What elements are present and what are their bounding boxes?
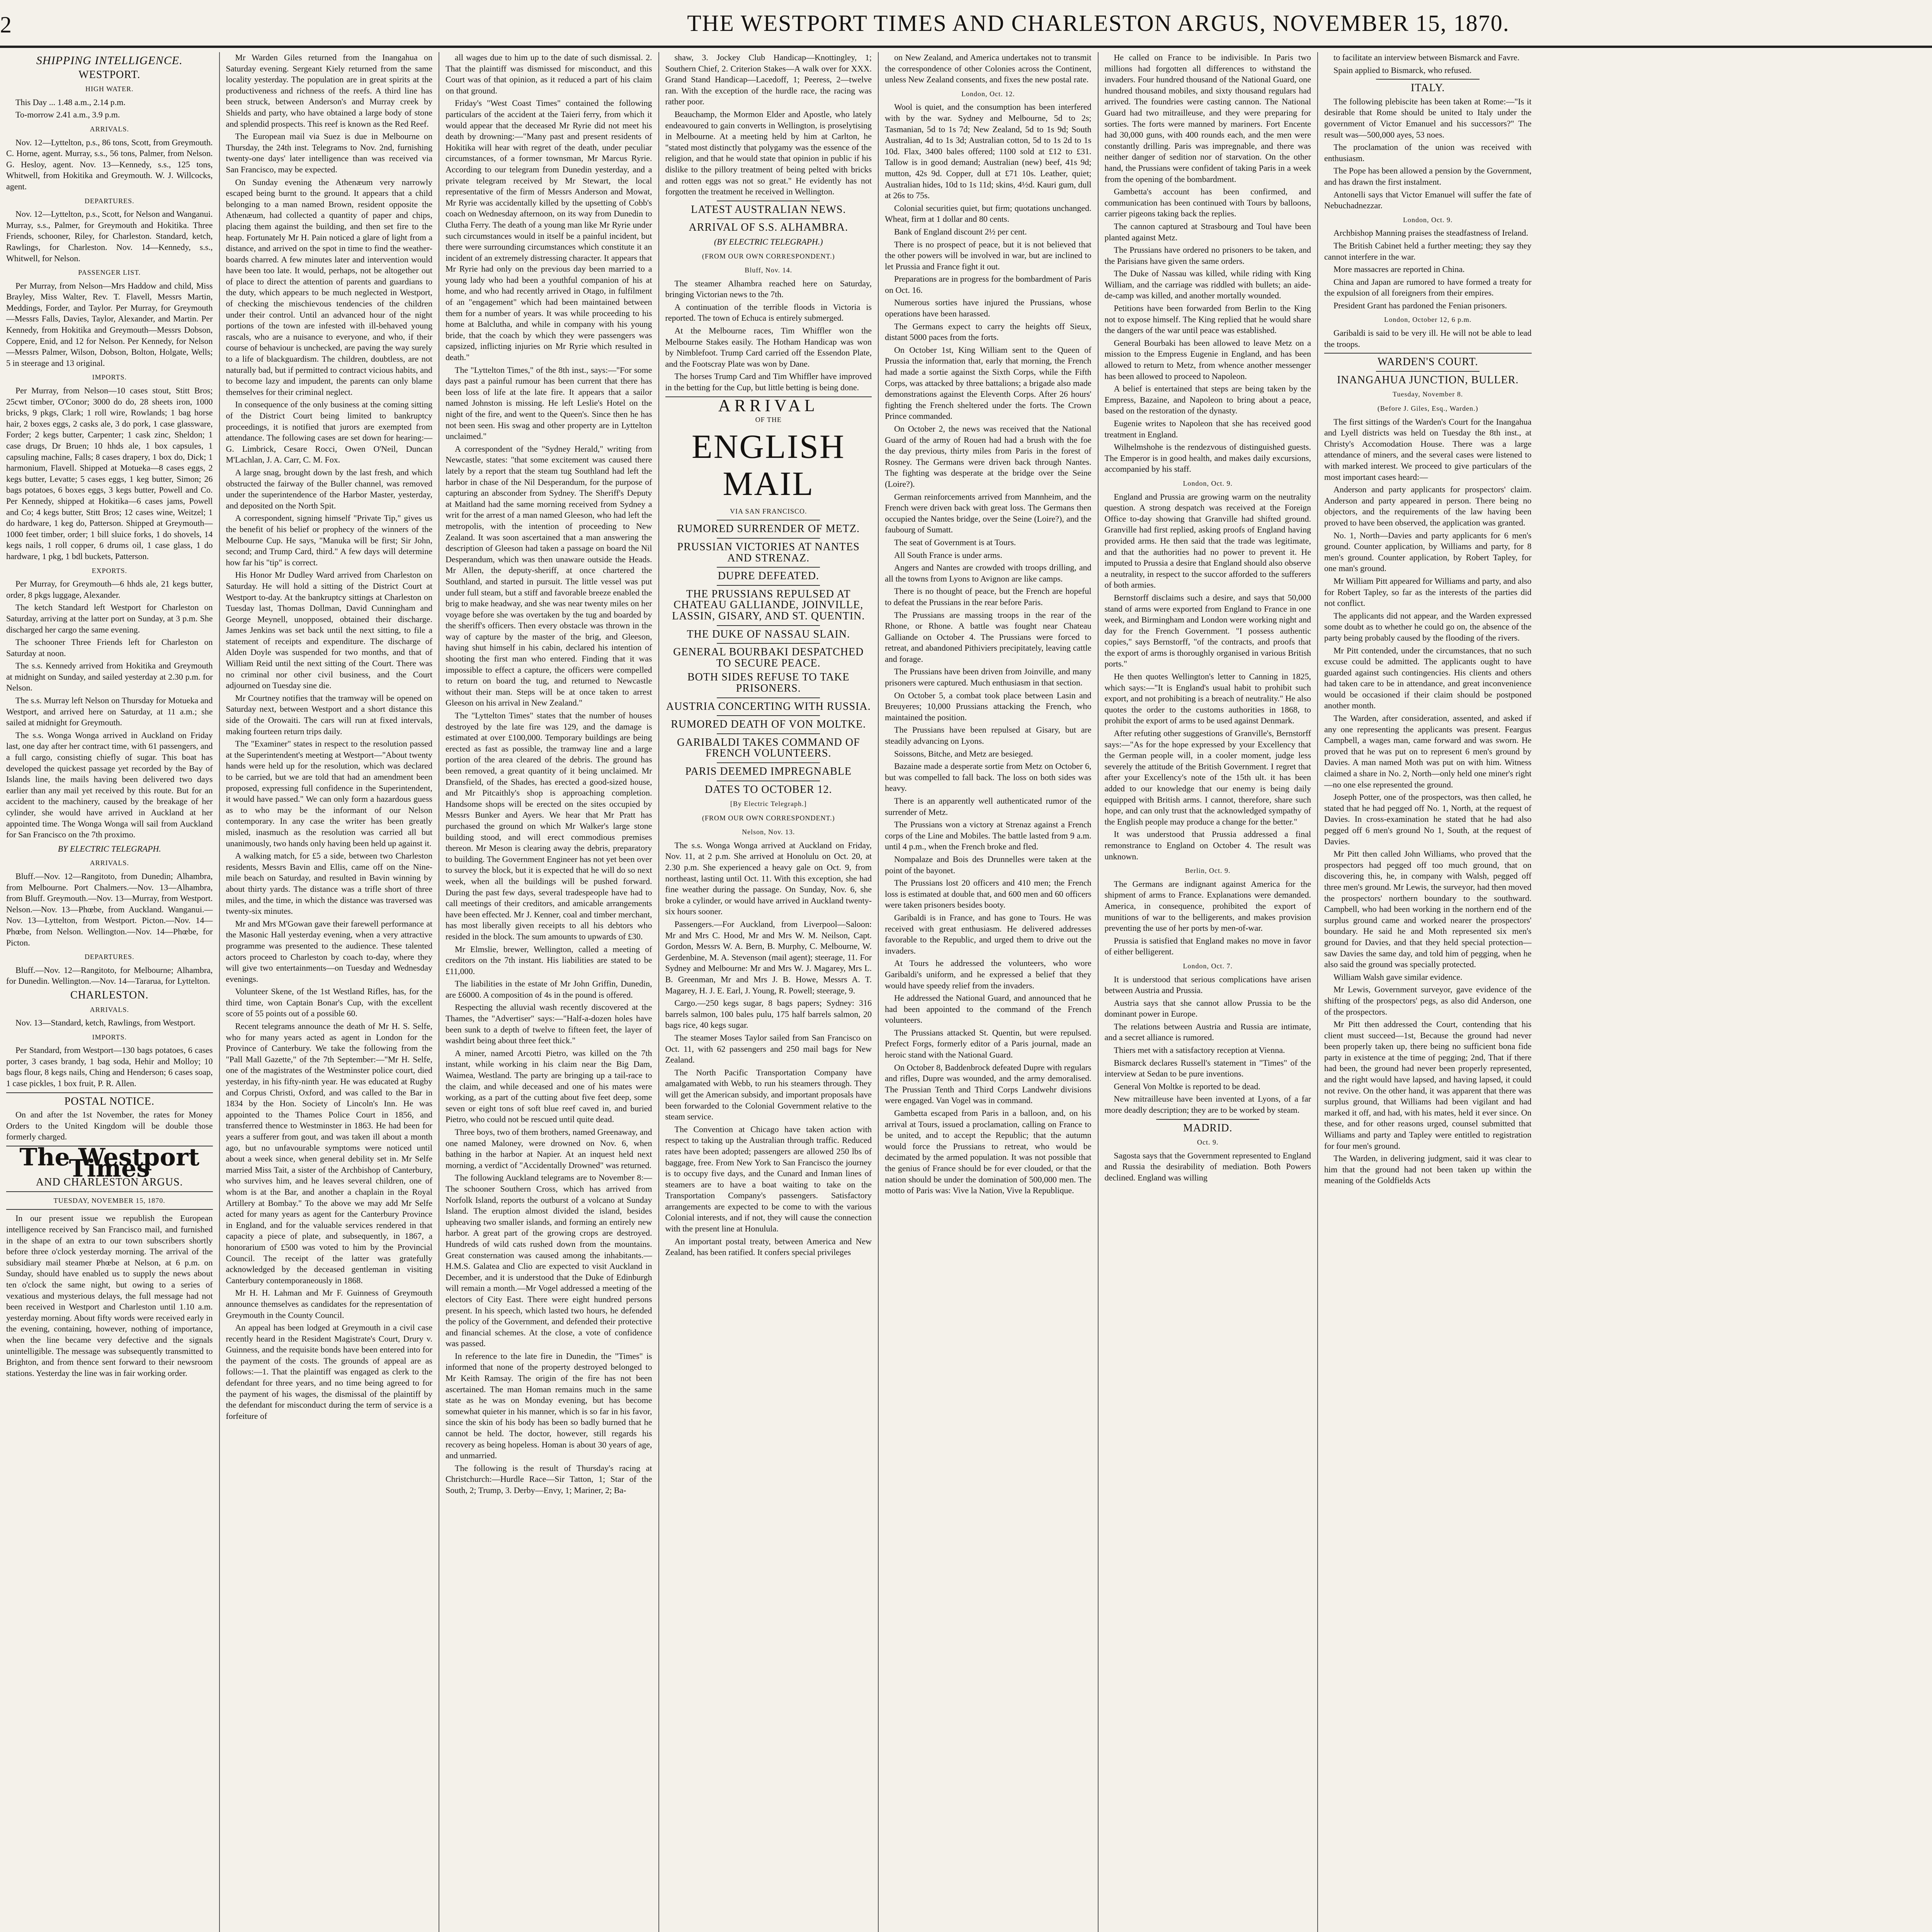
paper-title: The Westport Times xyxy=(19,1143,200,1182)
paragraph: There is no prospect of peace, but it is not believed that the other powers will be involved in war, but are inclined to let Prussia and France fight it out. xyxy=(885,239,1092,271)
paragraph: Austria says that she cannot allow Prussia to be the dominant power in Europe. xyxy=(1104,998,1311,1019)
column-3 xyxy=(439,52,659,1932)
divider xyxy=(717,762,820,763)
paragraph: There is no thought of peace, but the French are hopeful to defeat the Prussians in the rear before Paris. xyxy=(885,586,1092,607)
page-number: 2 xyxy=(0,12,12,37)
paragraph: Recent telegrams announce the death of Mr H. S. Selfe, who for many years acted as agent in London for the Province of Canterbury. We take the following from the "Pall Mall Gazette," of the 7th September:—"Mr H. Selfe, one of the magistrates of the Westminster police court, died yesterday, in his fifty-ninth year. He was educated at Rugby and Corpus Christi, Oxford, and was called to the Bar in 1834 by the Hon. Society of Lincoln's Inn. He was appointed to the Thames Police Court in 1856, and transferred thence to Westminster in 1863. He had been for years a sufferer from gout, and was taken ill about a month ago, but no unfavourable symptoms were noticed until about a week since, when general debility set in. Mr Selfe married Miss Tait, a sister of the Archbishop of Canterbury, who survives him, and he leaves several children, one of whom is at the Bar, and another a chaplain in the Royal Artillery at Bombay." To the above we may add Mr Selfe acted for many years as agent for the Canterbury Province in England, and for the valuable services rendered in that capacity a piece of plate, and subsequently, in 1867, a honorarium of £500 was voted to him by the Provincial Council. The receipt of the latter was gratefully acknowledged by the deceased gentleman in visiting Canterbury contemporaneously in 1868. xyxy=(226,1021,432,1285)
divider xyxy=(717,733,820,734)
paragraph: shaw, 3. Jockey Club Handicap—Knottingley, 1; Southern Chief, 2. Criterion Stakes—A walk over for XXX. Grand Stand Handicap—Lacedoff, 1; Peeress, 2—twelve ran. With the exception of the hurdle race, the racing was rather poor. xyxy=(665,53,872,107)
headline: DUPRE DEFEATED. xyxy=(718,570,819,582)
paragraph: Mr H. H. Lahman and Mr F. Guinness of Greymouth announce themselves as candidates for the representation of Greymouth in the County Council. xyxy=(226,1288,432,1320)
paragraph: Mr Elmslie, brewer, Wellington, called a meeting of creditors on the 7th instant. His liabilities are stated to be £11,000. xyxy=(446,944,652,976)
dateline: TUESDAY, NOVEMBER 15, 1870. xyxy=(53,1196,165,1204)
headline: THE DUKE OF NASSAU SLAIN. xyxy=(687,628,850,640)
paragraph: The liabilities in the estate of Mr John Griffin, Dunedin, are £6000. A composition of 4s in the pound is offered. xyxy=(446,979,652,1000)
paragraph: Spain applied to Bismarck, who refused. xyxy=(1333,65,1472,75)
paragraph: Garibaldi is said to be very ill. He will not be able to lead the troops. xyxy=(1324,328,1532,349)
subheading: CHARLESTON. xyxy=(70,989,149,1001)
paragraph: More massacres are reported in China. xyxy=(1333,264,1465,274)
paragraph: The applicants did not appear, and the Warden expressed some doubt as to whether he could go on, the absence of the party being probably caused by the flooding of the rivers. xyxy=(1324,611,1532,643)
paragraph: Friday's "West Coast Times" contained the following particulars of the accident at the Taieri ferry, from which it would appear that the deceased Mr Ryrie did not meet his death by drowning:—"Many past and present residents of Hokitika will hear with regret of the death, under peculiar circumstances, of a former townsman, Mr Marcus Ryrie. According to our telegram from Dunedin yesterday, and a private telegram received by Mr Stewart, the local representative of the firm of Messrs Anderson and Mowat, Mr Ryrie was accidentally killed by the upsetting of Cobb's coach on Wednesday afternoon, on its way from Dunedin to Clutha Ferry. The death of a young man like Mr Ryrie under such circumstances would in itself be a painful incident, but there were surrounding circumstances which constitute it an incident of an extremely distressing character. It appears that Mr Ryrie had only on the previous day been married to a young lady who had been a youthful companion of his at home, and who had recently arrived in Otago, in fulfilment of an "engagement" which had been maintained between them for a number of years. It was while proceeding to his home at Balclutha, and while in company with his young bride, that the coach by which they were passengers was capsized, inflicting injuries on Mr Ryrie which resulted in death." xyxy=(446,98,652,362)
paragraph: His Honor Mr Dudley Ward arrived from Charleston on Saturday. He will hold a sitting of the District Court at Westport to-day. At the bankruptcy sittings at Charleston on Tuesday last, Thomas Dollman, David Cunningham and George Meynell, unopposed, obtained their discharge. James Jenkins was set back until the next sitting, to file a statement of receipts and expenditure. The discharge of Alden Doyle was suspended for two months, and that of William Reid until the next sitting of the Court. There was no criminal nor other civil business, and the Court adjourned on Tuesday sine die. xyxy=(226,570,432,690)
subheading: [By Electric Telegraph.] xyxy=(730,800,807,808)
paragraph: The "Lyttelton Times" states that the number of houses destroyed by the late fire was 129, and the damage is estimated at over £100,000. Temporary buildings are being erected as fast as possible, the tramway line and a large portion of the area cleared of the debris. The ground has been removed, a great quantity of it being unclaimed. Mr Dransfield, of the Shades, has erected a good-sized house, and Mr Pitcaithly's shop is approaching completion. Handsome shops will be erected on the sites occupied by Messrs Bunker and Ayers. We hear that Mr Pratt has purchased the ground on which Mr Walker's large stone building stood, and will erect commodious premises thereon. Mr Meson is clearing away the debris, preparatory to building. The Government Engineer has not yet been over to survey the block, but it is expected that he will do so next week, when all the buildings will be pushed forward. During the past few days, several tradespeople have had to call meetings of their creditors, and amicable arrangements have been effected. Mr J. Kenner, coal and timber merchant, has most liberally given receipts to all his debtors who resided in the block. The sum amounts to upwards of £30. xyxy=(446,711,652,941)
paragraph: A miner, named Arcotti Pietro, was killed on the 7th instant, while working in his claim near the Big Dam, Waimea, Westland. The party are bringing up a tail-race to the claim, and while deceased and one of his mates were working, as a part of the cutting about five feet deep, some seven or eight tons of soft blue reef caved in, and buried Pietro, who could not be rescued until quite dead. xyxy=(446,1048,652,1124)
subheading: POSTAL NOTICE. xyxy=(64,1095,155,1107)
subheading: (BY ELECTRIC TELEGRAPH.) xyxy=(714,236,823,247)
paragraph: on New Zealand, and America undertakes not to transmit the correspondence of other Colonies across the Continent, unless New Zealand consents, and fixes the new postal rate. xyxy=(885,53,1092,85)
paragraph: At Tours he addressed the volunteers, who wore Garibaldi's uniform, and he expressed a belief that they would have speedy relief from the invaders. xyxy=(885,958,1092,990)
paragraph: New mitrailleuse have been invented at Lyons, of a far more deadly description; they are to be worked by steam. xyxy=(1104,1094,1311,1115)
paragraph: On Sunday evening the Athenæum very narrowly escaped being burnt to the ground. It appears that a child belonging to a man named Brown, resident opposite the Athenæum, had collected a quantity of paper and chips, placing them against the building, and then set fire to the heap. Fortunately Mr H. Pain noticed a glare of light from a distance, and arrived on the spot in time to find the weather-boards charred. A few minutes later and intervention would have been too late. It would, perhaps, not be altogether out of place to direct the attention of parents and guardians to the duty, which appears to be much neglected in Westport, of checking the mischievous tendencies of the children under their control. Until an advanced hour of the night portions of the town are infested with ill-behaved young rascals, who are a nuisance to everyone, and who, if their course of behaviour is unchecked, are paving the way surely to a life of blackguardism. The children, doubtless, are not naturally bad, but if permitted to contract vicious habits, and to become lazy and impudent, the parents can only blame themselves for their criminal neglect. xyxy=(226,177,432,397)
paragraph: A large snag, brought down by the last fresh, and which obstructed the fairway of the Buller channel, was removed under the superintendence of the Harbor Master, yesterday, and deposited on the North Spit. xyxy=(226,467,432,510)
paragraph: He addressed the National Guard, and announced that he had been appointed to the command of the French volunteers. xyxy=(885,993,1092,1025)
paragraph: Joseph Potter, one of the prospectors, was then called, he stated that he had pegged off No. 1, North, at the request of Davies. In cross-examination he stated that he had also pegged off 6 men's ground No 1, South, at the request of Davies. xyxy=(1324,792,1532,846)
paragraph: A correspondent of the "Sydney Herald," writing from Newcastle, states: "that some excitement was caused there lately by a report that the steam tug Southland had left the harbor in chase of the Nil Desperandum, for the purpose of capturing an absconder from Sydney. The Sheriff's Deputy at Maitland had the same morning received from Sydney a writ for the arrest of a man named Gleeson, who had left the metropolis, with the intention of proceeding to New Zealand. It was soon ascertained that a man answering the description of Gleeson had taken a passage on board the Nil Desperandum, which was then unaware outside the Heads. Mr Allen, the deputy-sheriff, at once chartered the Southland, and started in pursuit. The little vessel was put under full steam, but a stiff and favorable breeze enabled the brig to make headway, and she was near twenty miles on her voyage before she was overtaken by the tug and boarded by the sheriff's officers. Then every obstacle was thrown in the way of capture by the master of the brig, and Gleeson, having shut himself in his cabin, declared his intention of shooting the first man who entered. Finding that it was impossible to effect a capture, the officers were compelled to return on board the tug, and returned to Newcastle without their man. Steps will be at once taken to arrest Gleeson on his arrival in New Zealand." xyxy=(446,444,652,708)
paragraph: He then quotes Wellington's letter to Canning in 1825, which says:—"It is England's usual habit to prohibit such export, and not prohibiting is a breach of neutrality." He also quotes the order to the customs authorities in 1868, to prohibit the export of arms to be used against Denmark. xyxy=(1104,672,1311,726)
paragraph: General Bourbaki has been allowed to leave Metz on a mission to the Empress Eugenie in England, and has been allowed to return to Metz, from whence another messenger has been allowed to proceed to Napoleon. xyxy=(1104,338,1311,381)
paragraph: Volunteer Skene, of the 1st Westland Rifles, has, for the third time, won Captain Bonar's Cup, with the excellent score of 55 points out of a possible 60. xyxy=(226,986,432,1019)
paragraph: William Walsh gave similar evidence. xyxy=(1333,972,1463,982)
paragraph: The Prussians have ordered no prisoners to be taken, and the Parisians have given the same orders. xyxy=(1104,245,1311,266)
paragraph: The "Examiner" states in respect to the resolution passed at the Superintendent's meeting at Westport—"About twenty hands were held up for the resolution, which was declared to be carried, but we are told that had an amendment been proposed, expressing full confidence in the Superintendent, it would have passed." We can only form a hazardous guess as to who may be the informant of our Nelson contemporary. In any case the writer has been greatly misled, inasmuch as the resolution was carried all but unanimously, two hands only having been held up against it. xyxy=(226,739,432,848)
paragraph: On and after the 1st November, the rates for Money Orders to the United Kingdom will be double those formerly charged. xyxy=(6,1110,213,1142)
paragraph: Mr Pitt then called John Williams, who proved that the prospectors had pegged off too much ground, that on discovering this, he, in company with Walsh, pegged off three men's ground. Mr Lewis, the surveyor, had then moved the prospectors' northern boundary to the southward. Campbell, who had been working in the northern end of the surplus ground came and worked nearer the prospectors' boundary. He said he and Moth represented six men's ground for Davies, and that they held special protection—saw Davies the same day, and told him of pegging, when he also said the ground was specially protected. xyxy=(1324,849,1532,969)
paragraph: Nov. 13—Standard, ketch, Rawlings, from Westport. xyxy=(15,1018,196,1028)
paper-subtitle: AND CHARLESTON ARGUS. xyxy=(36,1176,183,1189)
paragraph: Bazaine made a desperate sortie from Metz on October 6, but was compelled to fall back. The loss on both sides was heavy. xyxy=(885,761,1092,793)
paragraph: There is an apparently well authenticated rumor of the surrender of Metz. xyxy=(885,796,1092,817)
column-1 xyxy=(0,52,220,1932)
headline: LATEST AUSTRALIAN NEWS. xyxy=(691,203,846,216)
paragraph: An appeal has been lodged at Greymouth in a civil case recently heard in the Resident Magistrate's Court, Drury v. Guinness, and the requisite bonds have been entered into for the payment of the costs. The grounds of appeal are as follows:—1. That the plaintiff was engaged as clerk to the defendant for three years, and no time being agreed to for the payment of his wages, the dismissal of the plaintiff by the defendant for misconduct during the term of service is a forfeiture of xyxy=(226,1323,432,1421)
paragraph: President Grant has pardoned the Fenian prisoners. xyxy=(1333,300,1507,310)
paragraph: An important postal treaty, between America and New Zealand, has been ratified. It confers special privileges xyxy=(665,1236,872,1257)
tide-row: This Day ... 1.48 a.m., 2.14 p.m. xyxy=(15,97,126,107)
paragraph: The Prussians won a victory at Strenaz against a French corps of the Line and Mobiles. The battle lasted from 9 a.m. until 4 p.m., when the French broke and fled. xyxy=(885,820,1092,852)
paragraph: Three boys, two of them brothers, named Greenaway, and one named Maloney, were drowned on Nov. 6, when bathing in the harbor at Napier. At an inquest held next morning, a verdict of "Accidentally Drowned" was returned. xyxy=(446,1127,652,1170)
masthead-rule xyxy=(0,46,1932,48)
headline: ARRIVAL xyxy=(718,396,819,415)
dateline: London, Oct. 9. xyxy=(1183,479,1233,487)
column-4 xyxy=(659,52,879,1932)
dateline: Nelson, Nov. 13. xyxy=(742,828,795,836)
paragraph: General Von Moltke is reported to be dead. xyxy=(1114,1081,1260,1091)
column-7 xyxy=(1318,52,1538,1932)
paragraph: A belief is entertained that steps are being taken by the Empress, Bazaine, and Napoleon to bring about a peace, based on the restoration of the dynasty. xyxy=(1104,384,1311,416)
paragraph: The proclamation of the union was received with enthusiasm. xyxy=(1324,142,1532,163)
subheading: VIA SAN FRANCISCO. xyxy=(730,507,807,515)
subheading: PASSENGER LIST. xyxy=(78,269,141,277)
paragraph: The ketch Standard left Westport for Charleston on Saturday, arriving at the latter port on Sunday, at 3 p.m. She discharged her cargo the same evening. xyxy=(6,602,213,634)
paragraph: The following is the result of Thursday's racing at Christchurch:—Hurdle Race—Sir Tatton, 1; Star of the South, 2; Trump, 3. Derby—Envy, 1; Mariner, 2; Ba- xyxy=(446,1463,652,1495)
paragraph: England and Prussia are growing warm on the neutrality question. A strong despatch was received at the Foreign Office to-day showing that Granville had shifted ground. Granville had first replied, asking proofs of England having provided arms. He then said that the trade was legitimate, and that the authorities had no power to prevent it. He imputed to Prussia a desire that England should also observe a neutrality, in respect to the succor afforded to the sufferers of both armies. xyxy=(1104,492,1311,590)
headline: RUMORED SURRENDER OF METZ. xyxy=(677,523,860,535)
headline: PARIS DEEMED IMPREGNABLE xyxy=(685,765,852,777)
headline: AUSTRIA CONCERTING WITH RUSSIA. xyxy=(666,700,871,713)
paragraph: On October 2, the news was received that the National Guard of the army of Rouen had had a brush with the foe the day previous, thirty miles from Paris in the forest of Rosney. The Germans were driven back through Nantes. The fighting was desperate at the bridge over the Seine (Loire?). xyxy=(885,424,1092,489)
paragraph: The steamer Moses Taylor sailed from San Francisco on Oct. 11, with 62 passengers and 250 mail bags for New Zealand. xyxy=(665,1032,872,1065)
paragraph: The Prussians attacked St. Quentin, but were repulsed. Prefect Forgs, formerly editor of a Paris journal, made an heroic stand with the National Guard. xyxy=(885,1027,1092,1060)
paragraph: The following plebiscite has been taken at Rome:—"Is it desirable that Rome should be united to Italy under the government of Victor Emanuel and his successors?" The result was—500,000 ayes, 53 noes. xyxy=(1324,96,1532,139)
paragraph: The cannon captured at Strasbourg and Toul have been planted against Metz. xyxy=(1104,221,1311,242)
divider xyxy=(6,1191,213,1192)
dateline: Tuesday, November 8. xyxy=(1393,390,1463,398)
paragraph: Eugenie writes to Napoleon that she has received good treatment in England. xyxy=(1104,418,1311,439)
paragraph: The British Cabinet held a further meeting; they say they cannot interfere in the war. xyxy=(1324,240,1532,262)
paragraph: Per Standard, from Westport—130 bags potatoes, 6 cases porter, 3 cases brandy, 1 bag soda, Hehir and Molloy; 10 bags flour, 8 kegs nails, Ching and Henderson; 6 cases soap, 1 case pickles, 1 box fruit, P. R. Allen. xyxy=(6,1045,213,1088)
paragraph: On October 5, a combat took place between Lasin and Breuyeres; 10,000 Prussians attacking the French, who maintained the position. xyxy=(885,690,1092,722)
column-2 xyxy=(220,52,440,1932)
paragraph: A correspondent, signing himself "Private Tip," gives us the benefit of his belief or prophecy of the winners of the Melbourne Cup. He says, "Manuka will be first; Sir John, second; and Trump Card, third." A few days will determine how far his "tip" is correct. xyxy=(226,513,432,567)
divider xyxy=(6,1209,213,1210)
paragraph: Mr Warden Giles returned from the Inangahua on Saturday evening. Sergeant Kiely returned from the same locality yesterday. The population are in great spirits at the productiveness and richness of the reefs. A third line has been struck, between Anderson's and Murray creek by Shields and party, who have obtained a large body of stone and splendid prospects. This reef is known as the Red Reef. xyxy=(226,53,432,129)
paragraph: The Prussians have been driven from Joinville, and many prisoners were captured. Much enthusiasm in that section. xyxy=(885,667,1092,688)
divider xyxy=(717,715,820,716)
paragraph: Beauchamp, the Mormon Elder and Apostle, who lately endeavoured to gain converts in Wellington, is proselytising in Melbourne. At a meeting held by him at Carlton, he "stated most distinctly that polygamy was the essence of the religion, and that he would state that opinion in public if his dislike to the pillory treatment of being pelted with bricks and rotten eggs was not so great." He evidently has not forgotten the treatment he received in Wellington. xyxy=(665,109,872,197)
paragraph: On October 1st, King William sent to the Queen of Prussia the information that, early that morning, the French had made a sortie against the Sixth Corps, while the Fifth Corps, was attacked by three battalions; a brigade also made demonstrations against the Eleventh Corps. After 26 hours' fighting the French sheltered under the forts. The Crown Prince commanded. xyxy=(885,345,1092,421)
paragraph: Petitions have been forwarded from Berlin to the King not to expose himself. The King replied that he would share the dangers of the war until peace was established. xyxy=(1104,303,1311,335)
paragraph: The Warden, in delivering judgment, said it was clear to him that the ground had not been taken up within the meaning of the Goldfields Acts xyxy=(1324,1153,1532,1185)
paragraph: Garibaldi is in France, and has gone to Tours. He was received with great enthusiasm. He delivered addresses favorable to the Republic, and urged them to drive out the invaders. xyxy=(885,912,1092,956)
subheading: OF THE xyxy=(755,416,782,424)
section-heading: SHIPPING INTELLIGENCE. xyxy=(36,54,183,67)
paragraph: Sagosta says that the Government represented to England and Russia the desirability of mediation. Both Powers declined. England was willing xyxy=(1104,1150,1311,1182)
divider xyxy=(717,218,820,219)
subheading: DEPARTURES. xyxy=(84,953,134,961)
paragraph: In reference to the late fire in Dunedin, the "Times" is informed that none of the property destroyed belonged to Mr Keith Ramsay. The origin of the fire has not been ascertained. The man Homan remains much in the same state as he was on Monday evening, but has become somewhat quieter in his manner, which is so far in his favor, since the skin of his body has been so badly burned that he cannot be held. The doctor, however, still regards his recovery as being hopeless. Homan is about 30 years of age, and unmarried. xyxy=(446,1351,652,1461)
divider xyxy=(1156,1119,1259,1120)
headline: DATES TO OCTOBER 12. xyxy=(704,783,832,796)
paragraph: The Prussians have been repulsed at Gisary, but are steadily advancing on Lyons. xyxy=(885,725,1092,746)
paragraph: Mr Courtney notifies that the tramway will be opened on Saturday next, between Westport and a short distance this side of the Orowaiti. The cars will run at fixed intervals, making fourteen return trips daily. xyxy=(226,693,432,736)
paragraph: A walking match, for £5 a side, between two Charleston residents, Messrs Bavin and Ellis, came off on the Nine-mile beach on Saturday, and resulted in Bavin winning by about thirty yards. The distance was a trifle short of three miles, and the time, in which the distance was traversed was twenty-six minutes. xyxy=(226,851,432,916)
paragraph: Mr Pitt contended, under the circumstances, that no such excuse could be admitted. The applicants ought to have guarded against such contingencies. His clients and others had taken care to be in attendance, and great inconvenience would be occasioned if their claim should be postponed another month. xyxy=(1324,645,1532,711)
paragraph: Wool is quiet, and the consumption has been interfered with by the war. Sydney and Melbourne, 5d to 2s; Tasmanian, 5d to 1s 7d; New Zealand, 5d to 1s 9d; South Australian, 4d to 1s 3d; Australian cotton, 5d to 1s 2d to 1s 10d. Flax, 3400 bales offered; 1100 sold at £12 to £31. Tallow is in good demand; Australian (new) beef, 41s 9d; mutton, 42s 9d. Copper, dull at £71 10s. Leather, quiet; Australian hides, 10d to 1s 11d; skins, 4½d. Kauri gum, dull at 26s to 75s. xyxy=(885,102,1092,201)
paragraph: The s.s. Wonga Wonga arrived at Auckland on Friday, Nov. 11, at 2 p.m. She arrived at Honolulu on Oct. 20, at 2.30 p.m. She experienced a heavy gale on Oct. 9, from northeast, lasting until Oct. 11. With this exception, she had fine weather during the passage. On Sunday, Nov. 6, she broke a cylinder, or would have arrived in Auckland twenty-six hours sooner. xyxy=(665,840,872,917)
paragraph: Mr William Pitt appeared for Williams and party, and also for Robert Tapley, so far as the interests of the parties did not conflict. xyxy=(1324,576,1532,608)
masthead-title: THE WESTPORT TIMES AND CHARLESTON ARGUS, NOVEMBER 15, 1870. xyxy=(687,10,1510,36)
paragraph: In consequence of the only business at the coming sitting of the District Court being limited to bankruptcy proceedings, it is notified that jurors are exempted from attendance. The following cases are set down for hearing:—G. Limbrick, Cesare Rocci, Owen O'Neil, Duncan M'Lachlan, J. A. Carr, C. M. Fox. xyxy=(226,400,432,465)
paragraph: Archbishop Manning praises the steadfastness of Ireland. xyxy=(1333,228,1529,238)
headline: GENERAL BOURBAKI DESPATCHED TO SECURE PEACE. xyxy=(673,646,864,669)
paragraph: Bank of England discount 2½ per cent. xyxy=(894,226,1027,236)
divider xyxy=(717,585,820,586)
subheading: IMPORTS. xyxy=(92,1033,127,1041)
subheading: WESTPORT. xyxy=(78,68,141,81)
paragraph: All South France is under arms. xyxy=(894,550,1002,560)
paragraph: The following Auckland telegrams are to November 8:—The schooner Southern Cross, which has arrived from Norfolk Island, reports the outburst of a volcano at Sunday Island. The eruption almost divided the island, besides upheaving two smaller islands, and forming an entirely new harbor. A great part of the growing crops are destroyed. Hundreds of wild cats rushed down from the mountains. Great consternation was caused among the inhabitants.—H.M.S. Galatea and Clio are expected to visit Auckland in December, and it is understood that the Duke of Edinburgh will remain a month.—Mr Vogel addressed a meeting of the electors of City East. There were eight hundred persons present. In his speech, which lasted two hours, he defended the policy of the Government, and defended their protective and financial schemes. At the close, a vote of confidence was passed. xyxy=(446,1173,652,1349)
paragraph: Per Murray, from Nelson—Mrs Haddow and child, Miss Brayley, Miss Walter, Rev. T. Flavell, Messrs Martin, Meddings, Forder, and Taylor. Per Murray, for Greymouth—Messrs Falls, Davies, Taylor, Alexander, and Martin. Per Kennedy, from Hokitika and Greymouth—Messrs Dobson, Coppere, Enid, and 12 for Nelson. Per Kennedy, for Nelson—Messrs Palmer, Wilson, Dobson, Bolton, Holgate, Wells; 5 in steerage and 13 original. xyxy=(6,281,213,368)
headline: ARRIVAL OF S.S. ALHAMBRA. xyxy=(689,221,848,234)
paragraph: At the Melbourne races, Tim Whiffler won the Melbourne Stakes easily. The Hotham Handicap was won by Nimblefoot. Trump Card carried off the Essendon Plate, and the Footscray Plate was won by Dane. xyxy=(665,326,872,369)
subheading: BY ELECTRIC TELEGRAPH. xyxy=(58,844,161,854)
paragraph: Preparations are in progress for the bombardment of Paris on Oct. 16. xyxy=(885,274,1092,295)
tide-row: To-morrow 2.41 a.m., 3.9 p.m. xyxy=(15,110,120,120)
dateline: Bluff, Nov. 14. xyxy=(745,266,793,274)
paragraph: Prussia is satisfied that England makes no move in favor of either belligerent. xyxy=(1104,935,1311,957)
paragraph: Mr Lewis, Government surveyor, gave evidence of the shifting of the prospectors' pegs, as also did Anderson, one of the prospectors. xyxy=(1324,985,1532,1017)
paragraph: The relations between Austria and Russia are intimate, and a secret alliance is rumored. xyxy=(1104,1021,1311,1043)
paragraph: The s.s. Murray left Nelson on Thursday for Motueka and Westport, and arrived here on Saturday, at 11 a.m.; she sailed at midnight for Greymouth. xyxy=(6,696,213,728)
headline: PRUSSIAN VICTORIES AT NANTES AND STRENAZ. xyxy=(677,541,860,564)
paragraph: Per Murray, for Greymouth—6 hhds ale, 21 kegs butter, order, 8 pkgs luggage, Alexander. xyxy=(6,579,213,600)
divider xyxy=(717,697,820,698)
paragraph: The Convention at Chicago have taken action with respect to taking up the Australian through traffic. Reduced rates have been adopted; passengers are allowed 250 lbs of baggage, free. From New York to San Francisco the journey is to occupy five days, and the Cunard and Inman lines of steamers are to have a boat waiting to take on the Transportation Company's passengers. Satisfactory arrangements are expected to be come to with the various Colonial interests, and if not, they will cause the connection with the present line at Honulula. xyxy=(665,1124,872,1234)
paragraph: No. 1, North—Davies and party applicants for 6 men's ground. Counter application, by Williams and party, for 8 men's ground. Counter application, by Robert Tapley, for one man's ground. xyxy=(1324,530,1532,573)
paragraph: Passengers.—For Auckland, from Liverpool—Saloon: Mr and Mrs C. Hood, Mr and Mrs W. M. Neilson, Capt. Gordon, Messrs W. A. Bern, B. Murphy, C. Melbourne, W. Gerdenbine, M. A. Stevenson (mail agent); steerage, 11. For Sydney and Melbourne: Mr and Mrs W. J. Magarey, Mrs L. B. Greenman, Mr and Mrs J. B. Howe, Messrs A. T. Magarey, H. J. E. Earl, J. Young, R. Powell; steerage, 9. xyxy=(665,919,872,995)
paragraph: China and Japan are rumored to have formed a treaty for the expulsion of all foreigners from their empires. xyxy=(1324,277,1532,298)
paragraph: On October 8, Baddenbrock defeated Dupre with regulars and rifles, Dupre was wounded, and the army demoralised. The Prussian Tenth and Third Corps Landwehr divisions were engaged. Van Vogel was in command. xyxy=(885,1062,1092,1105)
subheading: (FROM OUR OWN CORRESPONDENT.) xyxy=(702,252,835,260)
paragraph: The steamer Alhambra reached here on Saturday, bringing Victorian news to the 7th. xyxy=(665,278,872,299)
paragraph: The horses Trump Card and Tim Whiffler have improved in the betting for the Cup, but little betting is being done. xyxy=(665,371,872,393)
columns xyxy=(0,52,1932,1932)
divider xyxy=(1376,79,1480,80)
paragraph: Cargo.—250 kegs sugar, 8 bags papers; Sydney: 316 barrels salmon, 100 bales pulu, 175 half barrels salmon, 20 bags rice, 40 kegs sugar. xyxy=(665,998,872,1030)
paragraph: The Warden, after consideration, assented, and asked if any one representing the applicants was present. Feargus Campbell, a wages man, came forward and was sworn. He proved that he was put on to represent 6 men's ground by Davies. A man named Moth was put on with him. Witness claimed a share in No. 2, North—only held one miner's right—no one else represented the ground. xyxy=(1324,713,1532,789)
subheading: ARRIVALS. xyxy=(90,859,129,867)
paragraph: Bluff.—Nov. 12—Rangitoto, for Melbourne; Alhambra, for Dunedin. Wellington.—Nov. 14—Tararua, for Lyttelton. xyxy=(6,965,213,986)
paragraph: Respecting the alluvial wash recently discovered at the Thames, the "Advertiser" says:—"Half-a-dozen holes have been sunk to a depth of twelve to fifteen feet, the layer of washdirt being about three feet thick." xyxy=(446,1002,652,1046)
dateline: Berlin, Oct. 9. xyxy=(1185,867,1231,875)
paragraph: Antonelli says that Victor Emanuel will suffer the fate of Nebuchadnezzar. xyxy=(1324,189,1532,211)
paragraph: It was understood that Prussia addressed a final remonstrance to England on October 4. The result was unknown. xyxy=(1104,829,1311,861)
paragraph: The Germans are indignant against America for the shipment of arms to France. Explanations were demanded. America, in consequence, prohibited the export of munitions of war to the belligerents, and makes provision preventing the use of her ports by men-of-war. xyxy=(1104,879,1311,933)
divider xyxy=(717,567,820,568)
paragraph: Numerous sorties have injured the Prussians, whose operations have been harassed. xyxy=(885,298,1092,319)
paragraph: He called on France to be indivisible. In Paris two millions had forgotten all differences to withstand the invaders. Four hundred thousand of the National Guard, one hundred thousand mobiles, and sixty thousand regulars had arrived. The foundries were casting cannon. The National Guard had two mitrailleuse, and they were preparing for sorties. The forts were manned by mariners. Fort Encente had 30,000 guns, with 400 rounds each, and the men were constantly drilling. Paris was impregnable, and there was neither danger of sedition nor of starvation. On the other hand, the Prussians were confident of taking Paris in a week from the opening of the bombardment. xyxy=(1104,53,1311,184)
paragraph: The first sittings of the Warden's Court for the Inangahua and Lyell districts was held on Tuesday the 8th inst., at Christy's Accomodation House. There was a large attendance of miners, and the several cases were listened to with marked interest. We proceed to give particulars of the most important cases heard:— xyxy=(1324,417,1532,482)
paragraph: Nov. 12—Lyttelton, p.s., Scott, for Nelson and Wanganui. Murray, s.s., Palmer, for Greymouth and Hokitika. Three Friends, schooner, Riley, for Charleston. Standard, ketch, Rawlings, for Charleston. Nov. 14—Kennedy, s.s., Whitwell, for Nelson. xyxy=(6,209,213,263)
headline: RUMORED DEATH OF VON MOLTKE. xyxy=(671,718,866,731)
paragraph: The Germans expect to carry the heights off Sieux, distant 5000 paces from the forts. xyxy=(885,321,1092,342)
paragraph: The Pope has been allowed a pension by the Government, and has drawn the first instalment. xyxy=(1324,166,1532,187)
paragraph: Gambetta's account has been confirmed, and communication has been continued with Tours by balloons, carrier pigeons taking back the replies. xyxy=(1104,187,1311,219)
paragraph: Per Murray, from Nelson—10 cases stout, Stitt Bros; 25cwt timber, O'Conor; 3000 do do, 28 sheets iron, 1000 bricks, 9 pkgs, Clark; 1 roll wire, Rowlands; 1 bag horse hair, 2 boxes eggs, 2 casks ale, 3 do pork, 1 case glassware, Forder; 2 kegs butter, Carpenter; 1 cask zinc, Sheldon; 1 case drugs, Dr Bruen; 10 hhds ale, 1 box capsules, 1 capsuling machine, Falls; 8 cases drapery, 1 box do, Dick; 1 harmonium, Flavell. Shipped at Motueka—8 cases eggs, 2 kegs butter, Levatte; 5 cases eggs, 1 keg butter, Simon; 26 bags potatoes, 6 boxes eggs, 3 kegs butter, Powell and Co. Per Kennedy, shipped at Hokitika—6 cases jams, Powell and Co; 4 kegs butter, Stitt Bros; 12 cases wine, Weitzel; 1 do hardware, 1 keg do, Patterson. Shipped at Greymouth—1000 feet timber, order; 1 bill sluice forks, 1 do shovels, 14 kegs nails, 1 roll copper, 6 drums oil, 1 case glass, 1 do hardware, 1 pkg, 1 bdl buckets, Patterson. xyxy=(6,386,213,561)
paragraph: The "Lyttelton Times," of the 8th inst., says:—"For some days past a painful rumour has been current that there has been loss of life at the late fire. It appears that a sailor named Johnston is missing. He left Leslie's Hotel on the night of the fire, and went to the Queen's. Since then he has not been seen. His swag and other property are in Lyttelton unclaimed." xyxy=(446,365,652,441)
subheading: ITALY. xyxy=(1411,82,1445,94)
dateline: London, October 12, 6 p.m. xyxy=(1384,316,1472,324)
headline: GARIBALDI TAKES COMMAND OF FRENCH VOLUNTEERS. xyxy=(677,736,860,760)
subheading: ARRIVALS. xyxy=(90,125,129,133)
paragraph: The seat of Government is at Tours. xyxy=(894,537,1016,547)
subheading: MADRID. xyxy=(1183,1122,1233,1134)
divider xyxy=(717,538,820,539)
paragraph: The North Pacific Transportation Company have amalgamated with Webb, to run his steamers through. They will get the American subsidy, and important proposals have been forwarded to the Colonial Government relative to the steam service. xyxy=(665,1067,872,1122)
subheading: DEPARTURES. xyxy=(84,197,134,205)
paragraph: Gambetta escaped from Paris in a balloon, and, on his arrival at Tours, issued a proclamation, calling on France to be united, and to accept the Republic; that the autumn would force the Prussians to retreat, who would be decimated by the armed population. It was not possible that the genius of France should be for ever clouded, or that the nation should be under the domination of 500,000 men. The motto of Paris was: Vive la Nation, Vive la Republique. xyxy=(885,1108,1092,1196)
paragraph: all wages due to him up to the date of such dismissal. 2. That the plaintiff was dismissed for misconduct, and this Court was of that opinion, as it reduced a part of his claim on that ground. xyxy=(446,53,652,95)
paragraph: Bismarck declares Russell's statement in "Times" of the interview at Sedan to be pure inventions. xyxy=(1104,1058,1311,1079)
paragraph: Mr and Mrs M'Gowan gave their farewell performance at the Masonic Hall yesterday evening, when a very attractive programme was presented to the audience. These talented actors proceed to Charleston by coach to-day, where they will give two entertainments—on Tuesday and Wednesday evenings. xyxy=(226,918,432,984)
subheading: IMPORTS. xyxy=(92,373,127,381)
subheading: (Before J. Giles, Esq., Warden.) xyxy=(1377,405,1478,413)
paragraph: After refuting other suggestions of Granville's, Bernstorff says:—"As for the hope expressed by your Excellency that the German people will, in a cooler moment, judge less severely the attitude of the British Government. I regret that after your Excellency's note of the 15th ult. it has been added to our knowledge that our enemy is being daily equipped with British arms. I cannot, therefore, share such hope, and can only trust that the acknowledged sympathy of the English people may produce a change for the better." xyxy=(1104,728,1311,827)
paragraph: to facilitate an interview between Bismarck and Favre. xyxy=(1333,53,1520,62)
paragraph: Nov. 12—Lyttelton, p.s., 86 tons, Scott, from Greymouth. C. Horne, agent. Murray, s.s., 56 tons, Palmer, from Nelson. G. Hesloy, agent. Nov. 13—Kennedy, s.s., 125 tons, Whitwell, from Hokitika and Greymouth. W. J. Willcocks, agent. xyxy=(6,137,213,191)
subheading: ARRIVALS. xyxy=(90,1005,129,1014)
divider xyxy=(6,1092,213,1093)
paragraph: German reinforcements arrived from Mannheim, and the French were driven back with great loss. The Germans then occupied the Nantes bridge, over the Seine (Loire?), and the faubourg of Sumatt. xyxy=(885,492,1092,535)
subheading: INANGAHUA JUNCTION, BULLER. xyxy=(1337,374,1519,386)
paragraph: The schooner Three Friends left for Charleston on Saturday at noon. xyxy=(6,637,213,658)
paragraph: The s.s. Wonga Wonga arrived in Auckland on Friday last, one day after her contract time, with 61 passengers, and a full cargo, consisting chiefly of sugar. This boat has developed the quickest passage yet recorded by the Bay of Islands line, the mails having been delivered two days earlier than any mail yet received by this route. But for an accident to the machinery, caused by the breakage of her cylinder, she would have arrived in Auckland at her appointed time. The Wonga Wonga will sail from Auckland for San Francisco on the 7th proximo. xyxy=(6,730,213,840)
paragraph: Nompalaze and Bois des Drunnelles were taken at the point of the bayonet. xyxy=(885,854,1092,875)
dateline: London, Oct. 7. xyxy=(1183,962,1233,970)
headline: BOTH SIDES REFUSE TO TAKE PRISONERS. xyxy=(687,671,850,694)
paragraph: A continuation of the terrible floods in Victoria is reported. The town of Echuca is entirely submerged. xyxy=(665,302,872,323)
paragraph: The European mail via Suez is due in Melbourne on Thursday, the 24th inst. Telegrams to Nov. 2nd, furnishing twenty-one days' later intelligence than was received via San Francisco, may be expected. xyxy=(226,131,432,174)
paragraph: The Duke of Nassau was killed, while riding with King William, and the carriage was riddled with bullets; an aide-de-camp was killed, and another mortally wounded. xyxy=(1104,269,1311,301)
subheading: HIGH WATER. xyxy=(85,85,134,93)
headline: WARDEN'S COURT. xyxy=(1377,356,1478,368)
paragraph: Thiers met with a satisfactory reception at Vienna. xyxy=(1114,1045,1285,1055)
masthead xyxy=(0,0,1932,46)
paragraph: Bluff.—Nov. 12—Rangitoto, from Dunedin; Alhambra, from Melbourne. Port Chalmers.—Nov. 13—Alhambra, from Bluff. Greymouth.—Nov. 13—Murray, from Westport. Nelson.—Nov. 13—Phœbe, from Auckland. Wanganui.—Nov. 13—Lyttelton, from Westport. Picton.—Nov. 14—Phœbe, from Nelson. Wellington.—Nov. 14—Phœbe, for Picton. xyxy=(6,871,213,947)
divider xyxy=(1324,353,1532,354)
paragraph: Angers and Nantes are crowded with troops drilling, and all the towns from Lyons to Avignon are like camps. xyxy=(885,563,1092,583)
divider xyxy=(717,625,820,626)
column-6 xyxy=(1099,52,1318,1932)
dateline: Oct. 9. xyxy=(1197,1138,1219,1146)
column-5 xyxy=(879,52,1099,1932)
paragraph: The Prussians are massing troops in the rear of the Rhone, or Rhone. A battle was fought near Chateau Galliande on October 4. The Prussians were forced to retreat, and abandoned Pithiviers precipitately, leaving cattle and forage. xyxy=(885,610,1092,664)
paragraph: Soissons, Bitche, and Metz are besieged. xyxy=(894,748,1033,759)
paragraph: The Prussians lost 20 officers and 410 men; the French loss is estimated at double that, and 600 men and 60 officers were taken prisoners besides booty. xyxy=(885,878,1092,910)
headline: THE PRUSSIANS REPULSED AT CHATEAU GALLIANDE, JOINVILLE, LASSIN, GISARY, AND ST. QUENTIN. xyxy=(672,588,865,622)
dateline: London, Oct. 9. xyxy=(1403,216,1453,224)
paragraph: Colonial securities quiet, but firm; quotations unchanged. Wheat, firm at 1 dollar and 80 cents. xyxy=(885,203,1092,224)
subheading: (FROM OUR OWN CORRESPONDENT.) xyxy=(702,814,835,822)
divider xyxy=(717,643,820,644)
dateline: London, Oct. 12. xyxy=(961,90,1015,98)
paragraph: Anderson and party applicants for prospectors' claim. Anderson and party appeared in person. There being no objectors, and the requirements of the law having been proved to have been observed, the application was granted. xyxy=(1324,485,1532,527)
paragraph: Mr Pitt then addressed the Court, contending that his client must succeed—1st, Because the ground had never been properly taken up, there being no sufficient bona fide party in existence at the time of pegging; 2nd, That if there had been, the ground had never been properly represented, and the right would have lapsed, and having lapsed, it could not revive. On the other hand, it was apparent that there was surplus ground, that Williams had been vigilant and had marked it off, and had, with his mates, held it ever since. On these, and for other reasons urged, counsel submitted that Williams and party and Tapley were entitled to registration for four men's ground. xyxy=(1324,1019,1532,1151)
paragraph: It is understood that serious complications have arisen between Austria and Prussia. xyxy=(1104,974,1311,995)
paragraph: In our present issue we republish the European intelligence received by San Francisco mail, and furnished in the shape of an extra to our town subscribers shortly before three o'clock yesterday morning. The arrival of the subsidiary mail steamer Phœbe at Nelson, at 6 p.m. on Sunday, should have enabled us to supply the news about ten o'clock the same night, but owing to a series of vexatious and mysterious delays, the full message had not been received in Westport and Charleston until 1.10 a.m. yesterday morning. About fifty words were received early in the evening, containing, however, nothing of importance, when the line became very defective and the signals unintelligible. The message was subsequently transmitted to Brighton, and from thence sent forward to their newsroom stations. Yesterday the line was in fair working order. xyxy=(6,1213,213,1378)
paragraph: Wilhelmshohe is the rendezvous of distinguished guests. The Emperor is in good health, and makes daily excursions, accompanied by his staff. xyxy=(1104,442,1311,474)
paragraph: Bernstorff disclaims such a desire, and says that 50,000 stand of arms were exported from England to France in one week, and Birmingham and London were working night and day for the French Government. "I possess authentic copies," says Bernstorff, "of the contracts, and proofs that the export of arms is thoroughly organised in various British ports." xyxy=(1104,592,1311,669)
headline-english-mail: ENGLISH MAIL xyxy=(692,428,845,503)
subheading: EXPORTS. xyxy=(92,566,127,575)
divider xyxy=(1376,371,1480,372)
paragraph: The s.s. Kennedy arrived from Hokitika and Greymouth at midnight on Sunday, and sailed yesterday at 2.30 p.m. for Nelson. xyxy=(6,661,213,693)
